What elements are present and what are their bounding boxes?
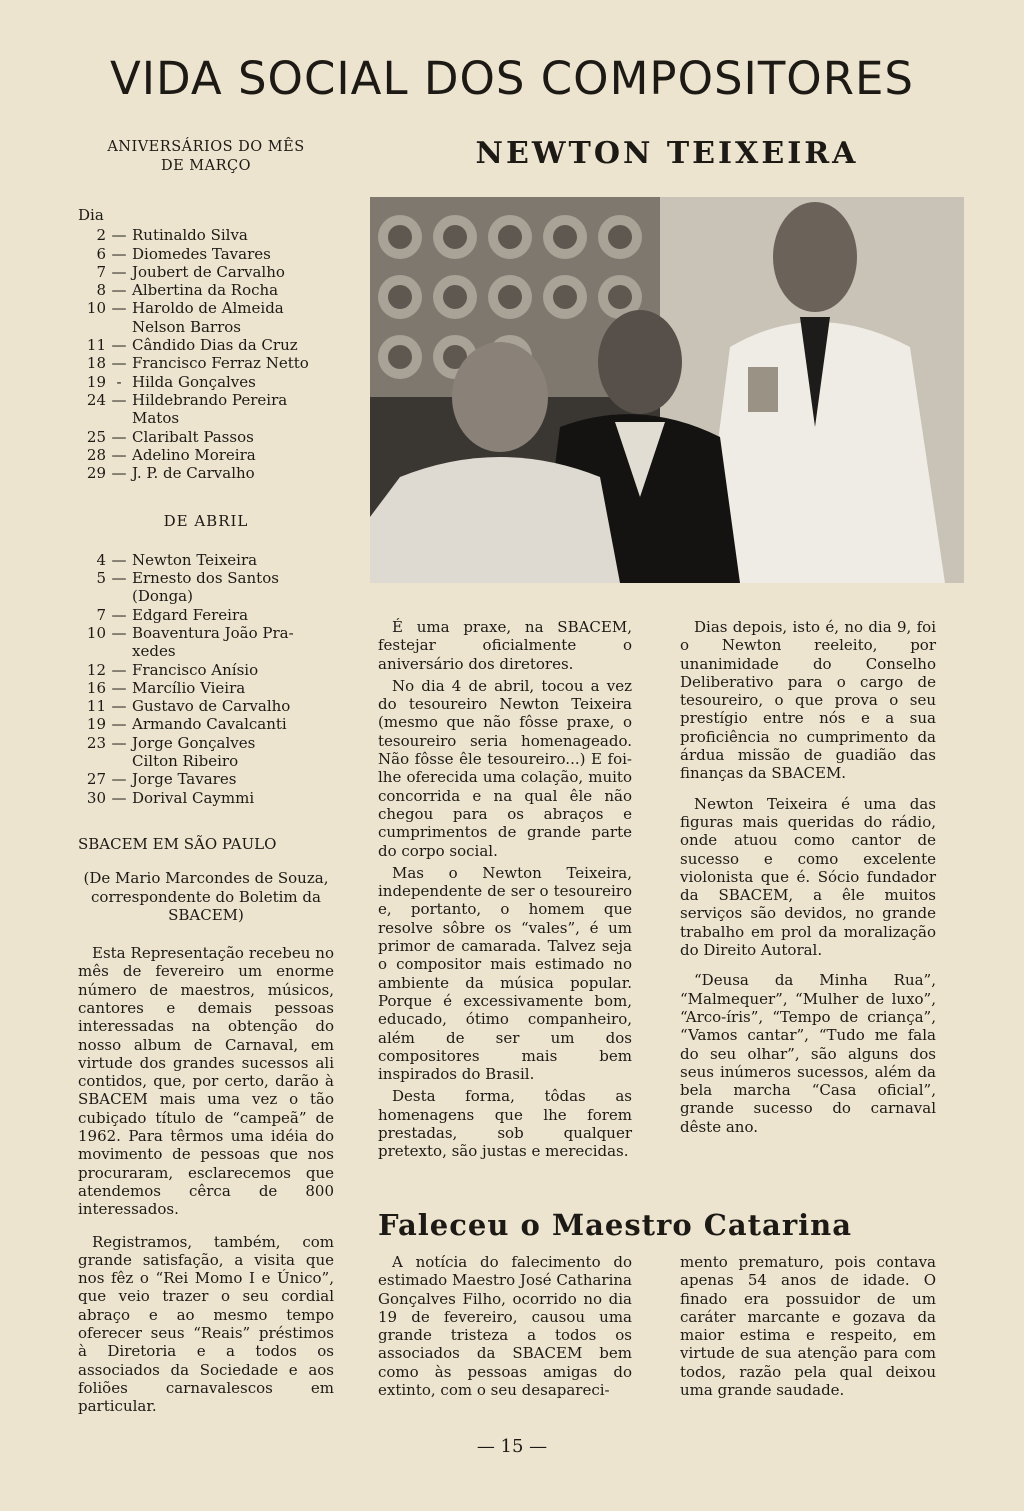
birthday-day: 12 — [86, 660, 106, 679]
birthday-name: Ernesto dos Santos — [132, 569, 279, 588]
birthday-entry — [78, 464, 334, 482]
birthday-name: Matos — [132, 409, 180, 428]
birthday-name: Francisco Ferraz Netto — [132, 354, 309, 373]
birthday-name: Newton Teixeira — [132, 550, 258, 569]
birthday-name: Francisco Anísio — [132, 660, 259, 679]
birthday-day: 25 — [86, 427, 106, 446]
march-birthday-list — [78, 226, 334, 482]
birthday-entry — [78, 679, 334, 697]
newton-article-title: NEWTON TEIXEIRA — [475, 136, 859, 171]
birthday-entry — [78, 569, 334, 587]
birthday-dash: — — [111, 605, 127, 624]
birthday-entry — [78, 734, 334, 752]
birthday-entry — [78, 281, 334, 299]
birthdays-heading-line1: ANIVERSÁRIOS DO MÊS — [107, 139, 305, 155]
birthday-dash: — — [111, 770, 127, 789]
birthday-entry — [78, 263, 334, 281]
sbacem-sp-paragraph: Registramos, também, com grande satisfação, a visita que nos fêz o “Rei Momo I e Único”, que veio trazer o seu cordial abraço e ao mesmo tempo oferecer seus “Reais” préstimos à Diretoria e a todos os associados da Sociedade e aos foliões carnavalescos em particular. — [78, 1232, 334, 1416]
birthday-day: 7 — [96, 262, 106, 281]
birthday-entry — [78, 336, 334, 354]
newton-column-2 — [680, 618, 936, 1136]
newton-paragraph: Desta forma, tôdas as homenagens que lhe forem prestadas, sob qualquer pretexto, são justas e merecidas. — [378, 1087, 632, 1161]
birthday-dash: — — [111, 678, 127, 697]
birthday-name: J. P. de Carvalho — [132, 464, 255, 483]
birthday-dash: — — [111, 262, 127, 281]
birthday-day: 11 — [86, 697, 106, 716]
birthday-day: 10 — [86, 623, 106, 642]
birthday-name: xedes — [132, 642, 176, 661]
birthday-dash: — — [111, 623, 127, 642]
newton-paragraph: “Deusa da Minha Rua”, “Malmequer”, “Mulher de luxo”, “Arco-íris”, “Tempo de criança”, “Vamos cantar”, “Tudo me fala do seu olhar”, são alguns dos seus inúmeros sucessos, além da bela marcha “Casa oficial”, grande sucesso do carnaval dêste ano. — [680, 971, 936, 1136]
birthday-day: 18 — [86, 354, 106, 373]
birthday-entry — [78, 226, 334, 244]
birthday-day: 24 — [86, 390, 106, 409]
birthday-dash: — — [111, 697, 127, 716]
birthday-day: 19 — [86, 715, 106, 734]
birthday-dash: — — [111, 390, 127, 409]
birthday-name: Joubert de Carvalho — [132, 262, 285, 281]
birthday-name: (Donga) — [132, 587, 193, 606]
birthday-name: Claribalt Passos — [132, 427, 254, 446]
birthday-name: Diomedes Tavares — [132, 244, 271, 263]
birthday-name: Dorival Caymmi — [132, 788, 255, 807]
birthday-dash: — — [111, 226, 127, 245]
birthday-day: 4 — [96, 550, 106, 569]
april-heading: DE ABRIL — [163, 512, 249, 531]
birthdays-heading-line2: DE MARÇO — [160, 158, 252, 174]
birthday-name: Jorge Tavares — [132, 770, 237, 789]
april-birthday-list — [78, 551, 334, 807]
birthday-entry — [78, 587, 334, 605]
birthday-name: Marcílio Vieira — [132, 678, 246, 697]
birthday-name: Cândido Dias da Cruz — [132, 336, 298, 355]
page-title: VIDA SOCIAL DOS COMPOSITORES — [109, 52, 914, 105]
newton-paragraph: Dias depois, isto é, no dia 9, foi o Newton reeleito, por unanimidade do Conselho Deliberativo para o cargo de tesoureiro, o que prova o seu prestígio entre nós e a sua proficiência no cumprimento da árdua missão de guadião das finanças da SBACEM. — [680, 618, 936, 783]
newton-paragraph: No dia 4 de abril, tocou a vez do tesoureiro Newton Teixeira (mesmo que não fôsse praxe, o tesoureiro seria homenageado. Não fôsse êle tesoureiro...) E foi-lhe oferecida uma colação, muito concorrida e na qual êle não chegou para os abraços e cumprimentos de grande parte do corpo social. — [378, 676, 632, 860]
birthday-day: 6 — [96, 244, 106, 263]
birthday-name: Adelino Moreira — [132, 445, 256, 464]
newton-paragraph: Mas o Newton Teixeira, independente de ser o tesoureiro e, portanto, o homem que resolve sôbre os “vales”, é um primor de camarada. Talvez seja o compositor mais estimado no ambiente da música popular. Porque é excessivamente bom, educado, ótimo companheiro, além de ser um dos compositores mais bem inspirados do Brasil. — [378, 863, 632, 1084]
birthday-day: 28 — [86, 445, 106, 464]
birthday-name: Jorge Gonçalves — [132, 733, 256, 752]
obituary-column-2 — [680, 1253, 936, 1399]
birthday-name: Cilton Ribeiro — [132, 752, 239, 771]
birthday-day: 2 — [96, 226, 106, 245]
birthday-dash: — — [111, 550, 127, 569]
newton-photo — [370, 197, 964, 583]
birthday-entry — [78, 770, 334, 788]
birthday-dash: — — [111, 244, 127, 263]
birthday-dash: — — [111, 715, 127, 734]
birthday-name: Albertina da Rocha — [132, 281, 279, 300]
newton-paragraph: É uma praxe, na SBACEM, festejar oficialmente o aniversário dos diretores. — [378, 618, 632, 673]
birthday-day: 10 — [86, 299, 106, 318]
birthday-entry — [78, 642, 334, 660]
birthday-dash: — — [111, 788, 127, 807]
birthday-day: 23 — [86, 733, 106, 752]
birthday-dash: — — [111, 464, 127, 483]
birthday-entry — [78, 409, 334, 427]
birthday-day: 19 — [86, 372, 106, 391]
birthday-dash: — — [111, 427, 127, 446]
birthday-name: Edgard Fereira — [132, 605, 249, 624]
left-column — [78, 138, 334, 1416]
birthday-day: 27 — [86, 770, 106, 789]
birthday-name: Gustavo de Carvalho — [132, 697, 291, 716]
birthday-dash: — — [111, 354, 127, 373]
obituary-paragraph: mento prematuro, pois contava apenas 54 anos de idade. O finado era possuidor de um caráter marcante e gozava da maior estima e respeito, em virtude de sua atenção para com todos, razão pela qual deixou uma grande saudade. — [680, 1253, 936, 1400]
birthday-entry — [78, 299, 334, 317]
birthday-day: 5 — [96, 569, 106, 588]
birthday-dash: — — [111, 660, 127, 679]
birthday-dash: — — [111, 733, 127, 752]
newton-paragraph: Newton Teixeira é uma das figuras mais queridas do rádio, onde atuou como cantor de sucesso e como excelente violonista que é. Sócio fundador da SBACEM, a êle muitos serviços são devidos, no grande trabalho em prol da moralização do Direito Autoral. — [680, 794, 936, 960]
birthday-entry — [78, 428, 334, 446]
birthday-entry — [78, 245, 334, 263]
obituary-paragraph: A notícia do falecimento do estimado Maestro José Catharina Gonçalves Filho, ocorrido no dia 19 de fevereiro, causou uma grande tristeza a todos os associados da SBACEM bem como às pessoas amigas do extinto, com o seu desapareci- — [378, 1253, 632, 1400]
obituary-title: Faleceu o Maestro Catarina — [378, 1208, 852, 1242]
birthday-entry — [78, 551, 334, 569]
birthday-name: Haroldo de Almeida — [132, 299, 284, 318]
birthday-day: 30 — [86, 788, 106, 807]
birthday-dash: — — [111, 569, 127, 588]
birthday-entry — [78, 373, 334, 391]
birthday-entry — [78, 446, 334, 464]
birthday-entry — [78, 715, 334, 733]
birthday-day: 16 — [86, 678, 106, 697]
sbacem-sp-byline: (De Mario Marcondes de Souza, correspondente do Boletim da SBACEM) — [83, 869, 329, 924]
sbacem-sp-paragraph: Esta Representação recebeu no mês de fevereiro um enorme número de maestros, músicos, cantores e demais pessoas interessadas na obtenção do nosso album de Carnaval, em virtude dos grandes sucessos ali contidos, que, por certo, darão à SBACEM mais uma vez o tão cubiçado título de “campeã” de 1962. Para têrmos uma idéia do movimento de pessoas que nos procuraram, esclarecemos que atendemos cêrca de 800 interessados. — [78, 944, 334, 1219]
birthday-entry — [78, 752, 334, 770]
birthday-entry — [78, 624, 334, 642]
birthday-name: Nelson Barros — [132, 317, 241, 336]
birthday-entry — [78, 661, 334, 679]
birthday-name: Armando Cavalcanti — [132, 715, 287, 734]
birthday-entry — [78, 391, 334, 409]
birthday-entry — [78, 354, 334, 372]
obituary-column-1 — [378, 1253, 632, 1399]
birthday-dash: — — [111, 281, 127, 300]
birthday-dash: — — [111, 445, 127, 464]
birthday-day: 7 — [96, 605, 106, 624]
birthday-day: 8 — [96, 281, 106, 300]
birthday-name: Rutinaldo Silva — [132, 226, 248, 245]
birthday-entry — [78, 606, 334, 624]
birthday-name: Hilda Gonçalves — [132, 372, 256, 391]
birthday-entry — [78, 697, 334, 715]
birthday-dash: — — [111, 336, 127, 355]
birthday-dash: — — [111, 299, 127, 318]
birthday-dash: - — [116, 372, 122, 391]
birthday-day: 11 — [86, 336, 106, 355]
birthday-day: 29 — [86, 464, 106, 483]
newton-column-1 — [378, 618, 632, 1161]
day-label: Dia — [78, 206, 104, 224]
page-number: — 15 — — [476, 1436, 548, 1457]
sbacem-sp-heading: SBACEM EM SÃO PAULO — [78, 834, 277, 853]
birthday-name: Boaventura João Pra- — [132, 623, 294, 642]
birthday-entry — [78, 318, 334, 336]
birthday-entry — [78, 789, 334, 807]
birthday-name: Hildebrando Pereira — [132, 390, 288, 409]
